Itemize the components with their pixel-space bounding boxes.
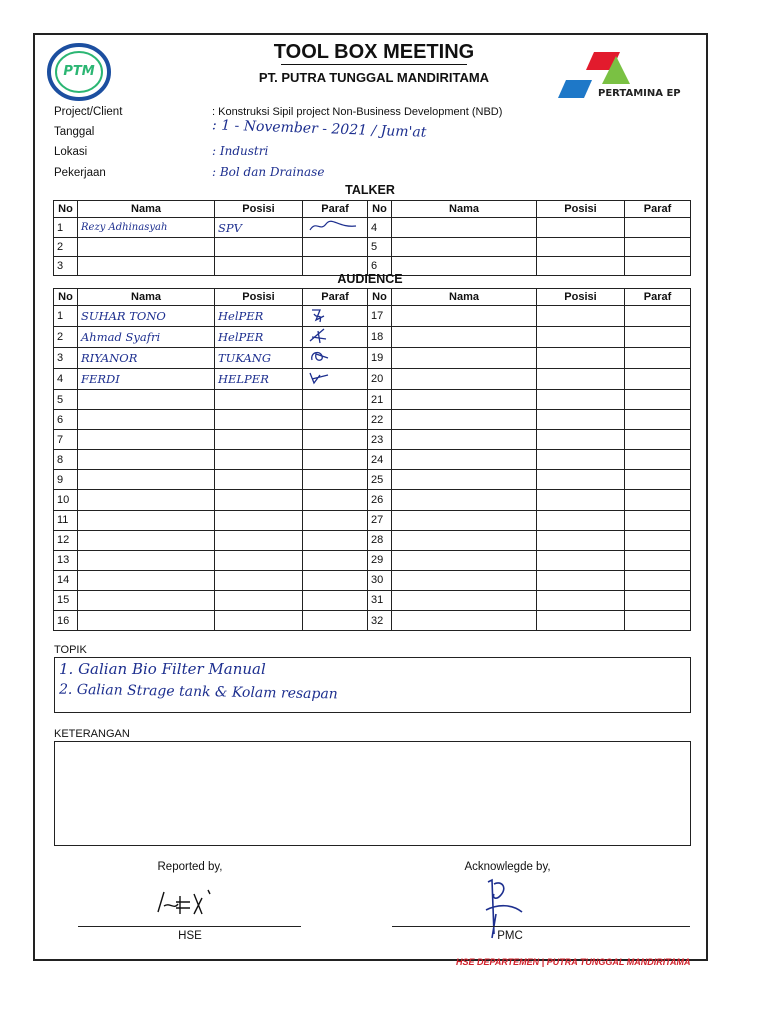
table-row [54,410,691,430]
row-no: 16 [54,611,78,631]
cell [392,348,537,369]
cell [392,390,537,410]
col-header-paraf: Paraf [625,289,691,306]
cell [537,348,625,369]
audience-position [215,590,303,610]
keterangan-box [54,741,691,846]
row-no: 20 [368,369,392,390]
talker-title: TALKER [345,183,395,197]
col-header-nama: Nama [78,289,215,306]
cell [537,410,625,430]
cell [625,570,691,590]
paraf-signature [303,369,368,390]
audience-name [78,390,215,410]
row-no: 10 [54,490,78,510]
acknowledge-by-label: Acknowlegde by, [464,861,551,873]
pertamina-logo-text: PERTAMINA EP [598,88,681,99]
row-no: 7 [54,430,78,450]
row-no: 18 [368,327,392,348]
cell [215,238,303,257]
cell [392,570,537,590]
cell [392,550,537,570]
cell [537,327,625,348]
table-row [54,570,691,590]
col-header-nama: Nama [392,289,537,306]
paraf-signature [303,570,368,590]
cell [392,470,537,490]
paraf-signature [303,590,368,610]
table-row [54,306,691,327]
row-no: 24 [368,450,392,470]
talker-table [53,200,691,276]
cell [537,218,625,238]
paraf-signature [303,550,368,570]
cell [625,218,691,238]
pertamina-logo [558,48,708,100]
audience-position: HelPER [215,327,303,348]
signature-scribble [306,218,362,234]
cell [537,430,625,450]
audience-name [78,450,215,470]
table-row [54,510,691,530]
cell [392,327,537,348]
talker-name: Rezy Adhinasyah [78,218,215,238]
cell [625,430,691,450]
audience-position: HELPER [215,369,303,390]
col-header-posisi: Posisi [215,289,303,306]
paraf-signature [303,470,368,490]
audience-name [78,590,215,610]
row-no: 25 [368,470,392,490]
cell [625,257,691,276]
topik-label: TOPIK [54,644,87,656]
tanggal-label: Tanggal [54,126,95,138]
row-no: 2 [54,238,78,257]
cell [392,306,537,327]
col-header-no: No [54,201,78,218]
col-header-no: No [368,289,392,306]
keterangan-label: KETERANGAN [54,728,130,740]
table-row [54,550,691,570]
row-no: 23 [368,430,392,450]
audience-name: FERDI [78,369,215,390]
audience-name [78,530,215,550]
row-no: 6 [54,410,78,430]
row-no: 12 [54,530,78,550]
row-no: 1 [54,306,78,327]
audience-position [215,570,303,590]
cell [537,530,625,550]
table-row [54,590,691,610]
company-name: PT. PUTRA TUNGGAL MANDIRITAMA [258,70,490,85]
project-label: Project/Client [54,106,123,118]
lokasi-label: Lokasi [54,146,88,158]
footer-note: HSE DEPARTEMEN | PUTRA TUNGGAL MANDIRITAMA [456,957,691,967]
acknowledge-role: PMC [497,930,523,942]
cell [537,490,625,510]
form-title: TOOL BOX MEETING [273,41,475,63]
audience-name [78,550,215,570]
paraf-signature [303,450,368,470]
row-no: 4 [54,369,78,390]
row-no: 17 [368,306,392,327]
paraf-signature [303,218,368,238]
cell [537,570,625,590]
row-no: 5 [368,238,392,257]
audience-name [78,570,215,590]
cell [303,238,368,257]
audience-title: AUDIENCE [337,272,403,286]
cell [625,490,691,510]
ptm-logo-text: PTM [63,64,95,79]
audience-name [78,430,215,450]
audience-position [215,470,303,490]
cell [78,238,215,257]
row-no: 4 [368,218,392,238]
cell [537,306,625,327]
audience-position [215,510,303,530]
table-row [54,218,691,238]
reported-by-label: Reported by, [157,861,223,873]
row-no: 13 [54,550,78,570]
table-row [54,611,691,631]
row-no: 29 [368,550,392,570]
reported-signature-line [78,926,301,927]
audience-name [78,470,215,490]
audience-position [215,390,303,410]
row-no: 8 [54,450,78,470]
audience-name [78,510,215,530]
topik-line-1: 1. Galian Bio Filter Manual [59,660,266,678]
cell [537,390,625,410]
reported-signature [150,884,230,918]
cell [392,490,537,510]
audience-name [78,410,215,430]
cell [537,611,625,631]
cell [625,369,691,390]
cell [215,257,303,276]
row-no: 14 [54,570,78,590]
audience-position [215,530,303,550]
audience-position [215,410,303,430]
pekerjaan-value: : Bol dan Drainase [212,165,325,179]
col-header-nama: Nama [78,201,215,218]
col-header-posisi: Posisi [537,289,625,306]
audience-position [215,611,303,631]
audience-position [215,450,303,470]
row-no: 6 [368,257,392,276]
title-underline [281,64,467,65]
table-row [54,390,691,410]
table-row [54,530,691,550]
cell [625,470,691,490]
cell [537,510,625,530]
table-row [54,470,691,490]
cell [625,306,691,327]
audience-name: RIYANOR [78,348,215,369]
audience-position [215,430,303,450]
row-no: 1 [54,218,78,238]
cell [537,238,625,257]
paraf-signature [303,410,368,430]
cell [392,530,537,550]
signature-scribble [306,369,340,386]
cell [537,450,625,470]
row-no: 19 [368,348,392,369]
audience-position: HelPER [215,306,303,327]
row-no: 32 [368,611,392,631]
paraf-signature [303,490,368,510]
project-value: : Konstruksi Sipil project Non-Business Development (NBD) [212,106,503,118]
table-row [54,327,691,348]
col-header-nama: Nama [392,201,537,218]
paraf-signature [303,348,368,369]
table-row [54,369,691,390]
cell [392,510,537,530]
cell [625,410,691,430]
row-no: 15 [54,590,78,610]
audience-position: TUKANG [215,348,303,369]
paraf-signature [303,327,368,348]
cell [625,238,691,257]
row-no: 2 [54,327,78,348]
cell [625,390,691,410]
row-no: 3 [54,257,78,276]
cell [392,590,537,610]
signature-scribble [306,327,340,344]
table-row [54,430,691,450]
row-no: 27 [368,510,392,530]
talker-position: SPV [215,218,303,238]
cell [625,590,691,610]
cell [392,611,537,631]
topik-line-2: 2. Galian Strage tank & Kolam resapan [58,681,338,703]
cell [537,369,625,390]
cell [537,590,625,610]
audience-name [78,490,215,510]
row-no: 9 [54,470,78,490]
row-no: 5 [54,390,78,410]
acknowledge-signature-line [392,926,690,927]
col-header-no: No [368,201,392,218]
table-row [54,238,691,257]
row-no: 31 [368,590,392,610]
audience-header-row [54,289,691,306]
table-row [54,490,691,510]
tanggal-value: : 1 - November - 2021 / Jum'at [211,117,427,141]
paraf-signature [303,530,368,550]
cell [392,430,537,450]
lokasi-value: : Industri [212,144,269,158]
paraf-signature [303,430,368,450]
audience-name: Ahmad Syafri [78,327,215,348]
audience-position [215,490,303,510]
talker-header-row [54,201,691,218]
reported-role: HSE [178,930,202,942]
row-no: 26 [368,490,392,510]
col-header-posisi: Posisi [215,201,303,218]
paraf-signature [303,611,368,631]
row-no: 30 [368,570,392,590]
signature-scribble [306,348,340,365]
audience-name: SUHAR TONO [78,306,215,327]
ptm-logo [47,43,111,101]
audience-position [215,550,303,570]
col-header-paraf: Paraf [303,289,368,306]
cell [392,410,537,430]
cell [392,369,537,390]
table-row [54,450,691,470]
cell [625,327,691,348]
col-header-no: No [54,289,78,306]
signature-scribble [306,306,340,323]
col-header-paraf: Paraf [625,201,691,218]
topik-box [54,657,691,713]
row-no: 11 [54,510,78,530]
cell [625,510,691,530]
col-header-posisi: Posisi [537,201,625,218]
cell [78,257,215,276]
row-no: 28 [368,530,392,550]
cell [625,611,691,631]
cell [625,450,691,470]
audience-table [53,288,691,631]
col-header-paraf: Paraf [303,201,368,218]
paraf-signature [303,510,368,530]
cell [537,470,625,490]
cell [625,530,691,550]
cell [392,218,537,238]
audience-name [78,611,215,631]
cell [625,550,691,570]
paraf-signature [303,306,368,327]
table-row [54,348,691,369]
row-no: 3 [54,348,78,369]
cell [625,348,691,369]
row-no: 22 [368,410,392,430]
cell [392,450,537,470]
cell [537,550,625,570]
cell [537,257,625,276]
pekerjaan-label: Pekerjaan [54,167,106,179]
row-no: 21 [368,390,392,410]
paraf-signature [303,390,368,410]
cell [392,238,537,257]
